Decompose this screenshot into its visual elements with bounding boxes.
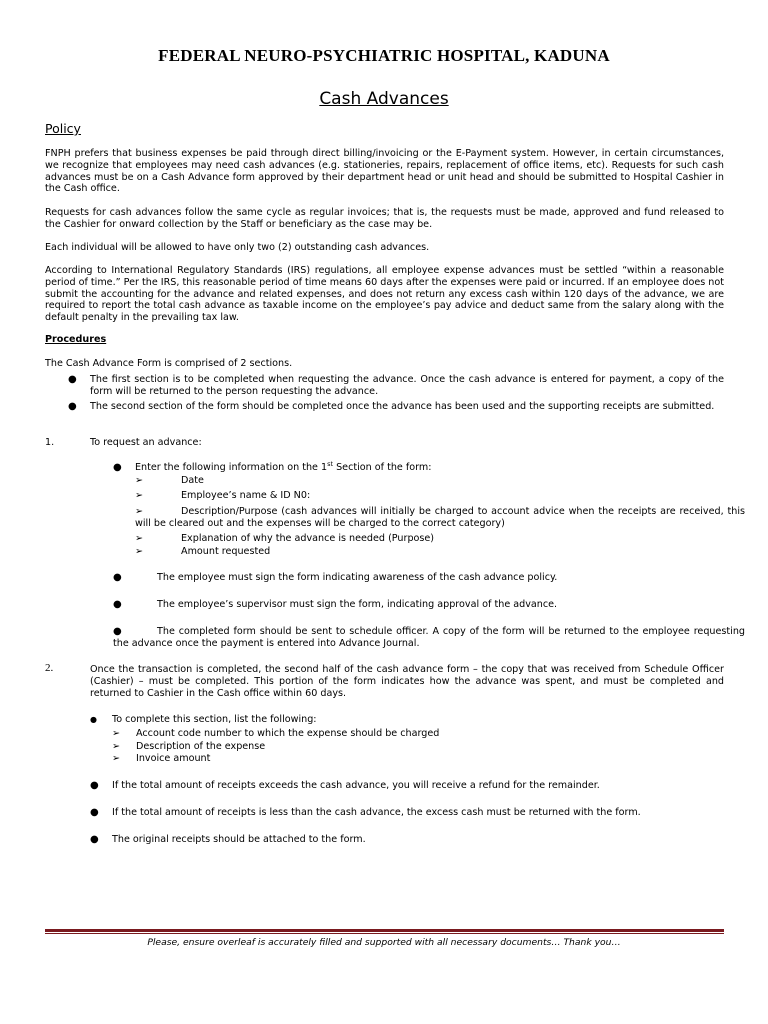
policy-paragraph-3: Each individual will be allowed to have only two (2) outstanding cash advances.: [45, 242, 430, 253]
arrow-bullet-icon: ➢: [112, 728, 121, 739]
footer-note: Please, ensure overleaf is accurately filled and supported with all necessary documents… Thank you…: [147, 937, 621, 948]
step-2-list-intro: To complete this section, list the following:: [112, 714, 317, 725]
bullet-icon: ●: [90, 715, 97, 724]
item-account-code: Account code number to which the expense should be charged: [136, 728, 440, 739]
arrow-bullet-icon: ➢: [112, 741, 121, 752]
step-2-note-2: If the total amount of receipts is less than the cash advance, the excess cash must be returned with the form.: [112, 807, 641, 818]
footer-rule-thin: [45, 933, 724, 934]
enter-info-text: Enter the following information on the 1: [135, 462, 328, 473]
policy-paragraph-4: According to International Regulatory Standards (IRS) regulations, all employee expense advances must be settled “within a reasonable period of time.” Per the IRS, this reasonable period of time means 60 days after the expenses were paid or incurred. If an employee does not submit the accounting for the advance and related expenses, and does not return any excess cash within 120 days of the advance, we are required to report the total cash advance as taxable income on the employee’s pay advice and deduct same from the salary along with the default penalty in the prevailing tax law.: [45, 265, 724, 324]
bullet-icon: ●: [113, 599, 122, 610]
step-1-note-2: The employee’s supervisor must sign the form, indicating approval of the advance.: [157, 599, 558, 610]
bullet-icon: ●: [113, 626, 122, 637]
arrow-bullet-icon: ➢: [135, 506, 144, 517]
policy-paragraph-2: Requests for cash advances follow the same cycle as regular invoices; that is, the requests must be made, approved and fund released to the Cashier for onward collection by the Staff or beneficiary as the case may be.: [45, 207, 724, 230]
enter-info-text-end: Section of the form:: [333, 462, 432, 473]
procedures-intro: The Cash Advance Form is comprised of 2 sections.: [45, 358, 293, 369]
bullet-icon: ●: [68, 401, 77, 412]
policy-heading: Policy: [45, 121, 81, 136]
arrow-bullet-icon: ➢: [135, 533, 144, 544]
step-2-number: 2.: [45, 662, 54, 674]
bullet-icon: ●: [90, 780, 99, 791]
step-2-text: Once the transaction is completed, the second half of the cash advance form – the copy that was received from Schedule Officer (Cashier) – must be completed. This portion of the form indicates how the advance was spent, and must be completed and returned to Cashier in the Cash office within 60 days.: [90, 664, 724, 699]
step-1-text: To request an advance:: [90, 437, 202, 448]
document-title-text: Cash Advances: [319, 89, 449, 109]
arrow-bullet-icon: ➢: [135, 490, 144, 501]
item-description: Description of the expense: [136, 741, 266, 752]
step-1-enter-info: [135, 459, 432, 474]
bullet-icon: ●: [68, 374, 77, 385]
item-invoice-amount: Invoice amount: [136, 753, 211, 764]
arrow-bullet-icon: ➢: [112, 753, 121, 764]
step-1-note-1: The employee must sign the form indicating awareness of the cash advance policy.: [157, 572, 558, 583]
arrow-bullet-icon: ➢: [135, 475, 144, 486]
bullet-icon: ●: [113, 462, 122, 473]
field-explanation: Explanation of why the advance is needed (Purpose): [181, 533, 435, 544]
field-description: Description/Purpose (cash advances will initially be charged to account advice when the receipts are received, this will be cleared out and the expenses will be charged to the correct category): [135, 506, 745, 529]
step-2-note-1: If the total amount of receipts exceeds the cash advance, you will receive a refund for the remainder.: [112, 780, 600, 791]
step-1-note-3: The completed form should be sent to schedule officer. A copy of the form will be returned to the employee requesting the advance once the payment is entered into Advance Journal.: [113, 626, 745, 649]
step-1-number: 1.: [45, 437, 55, 448]
field-date: Date: [181, 475, 204, 486]
enter-info-superscript: st: [327, 459, 334, 468]
step-2-note-3: The original receipts should be attached to the form.: [112, 834, 366, 845]
arrow-bullet-icon: ➢: [135, 546, 144, 557]
field-employee-name: Employee’s name & ID N0:: [181, 490, 311, 501]
section-bullet-2: The second section of the form should be completed once the advance has been used and the supporting receipts are submitted.: [90, 401, 715, 412]
document-title: [0, 89, 768, 109]
bullet-icon: ●: [90, 807, 99, 818]
procedures-heading: Procedures: [45, 334, 107, 345]
footer-rule-thick: [45, 929, 724, 932]
policy-paragraph-1: FNPH prefers that business expenses be paid through direct billing/invoicing or the E-Payment system. However, in certain circumstances, we recognize that employees may need cash advances (e.g. stationeries, repairs, replacement of office items, etc). Requests for such cash advances must be on a Cash Advance form approved by their department head or unit head and should be submitted to Hospital Cashier in the Cash office.: [45, 148, 724, 195]
section-bullet-1: The first section is to be completed when requesting the advance. Once the cash advance is entered for payment, a copy of the form will be returned to the person requesting the advance.: [90, 374, 724, 397]
field-amount: Amount requested: [181, 546, 271, 557]
bullet-icon: ●: [113, 572, 122, 583]
bullet-icon: ●: [90, 834, 99, 845]
organization-name: FEDERAL NEURO-PSYCHIATRIC HOSPITAL, KADUNA: [158, 46, 610, 65]
